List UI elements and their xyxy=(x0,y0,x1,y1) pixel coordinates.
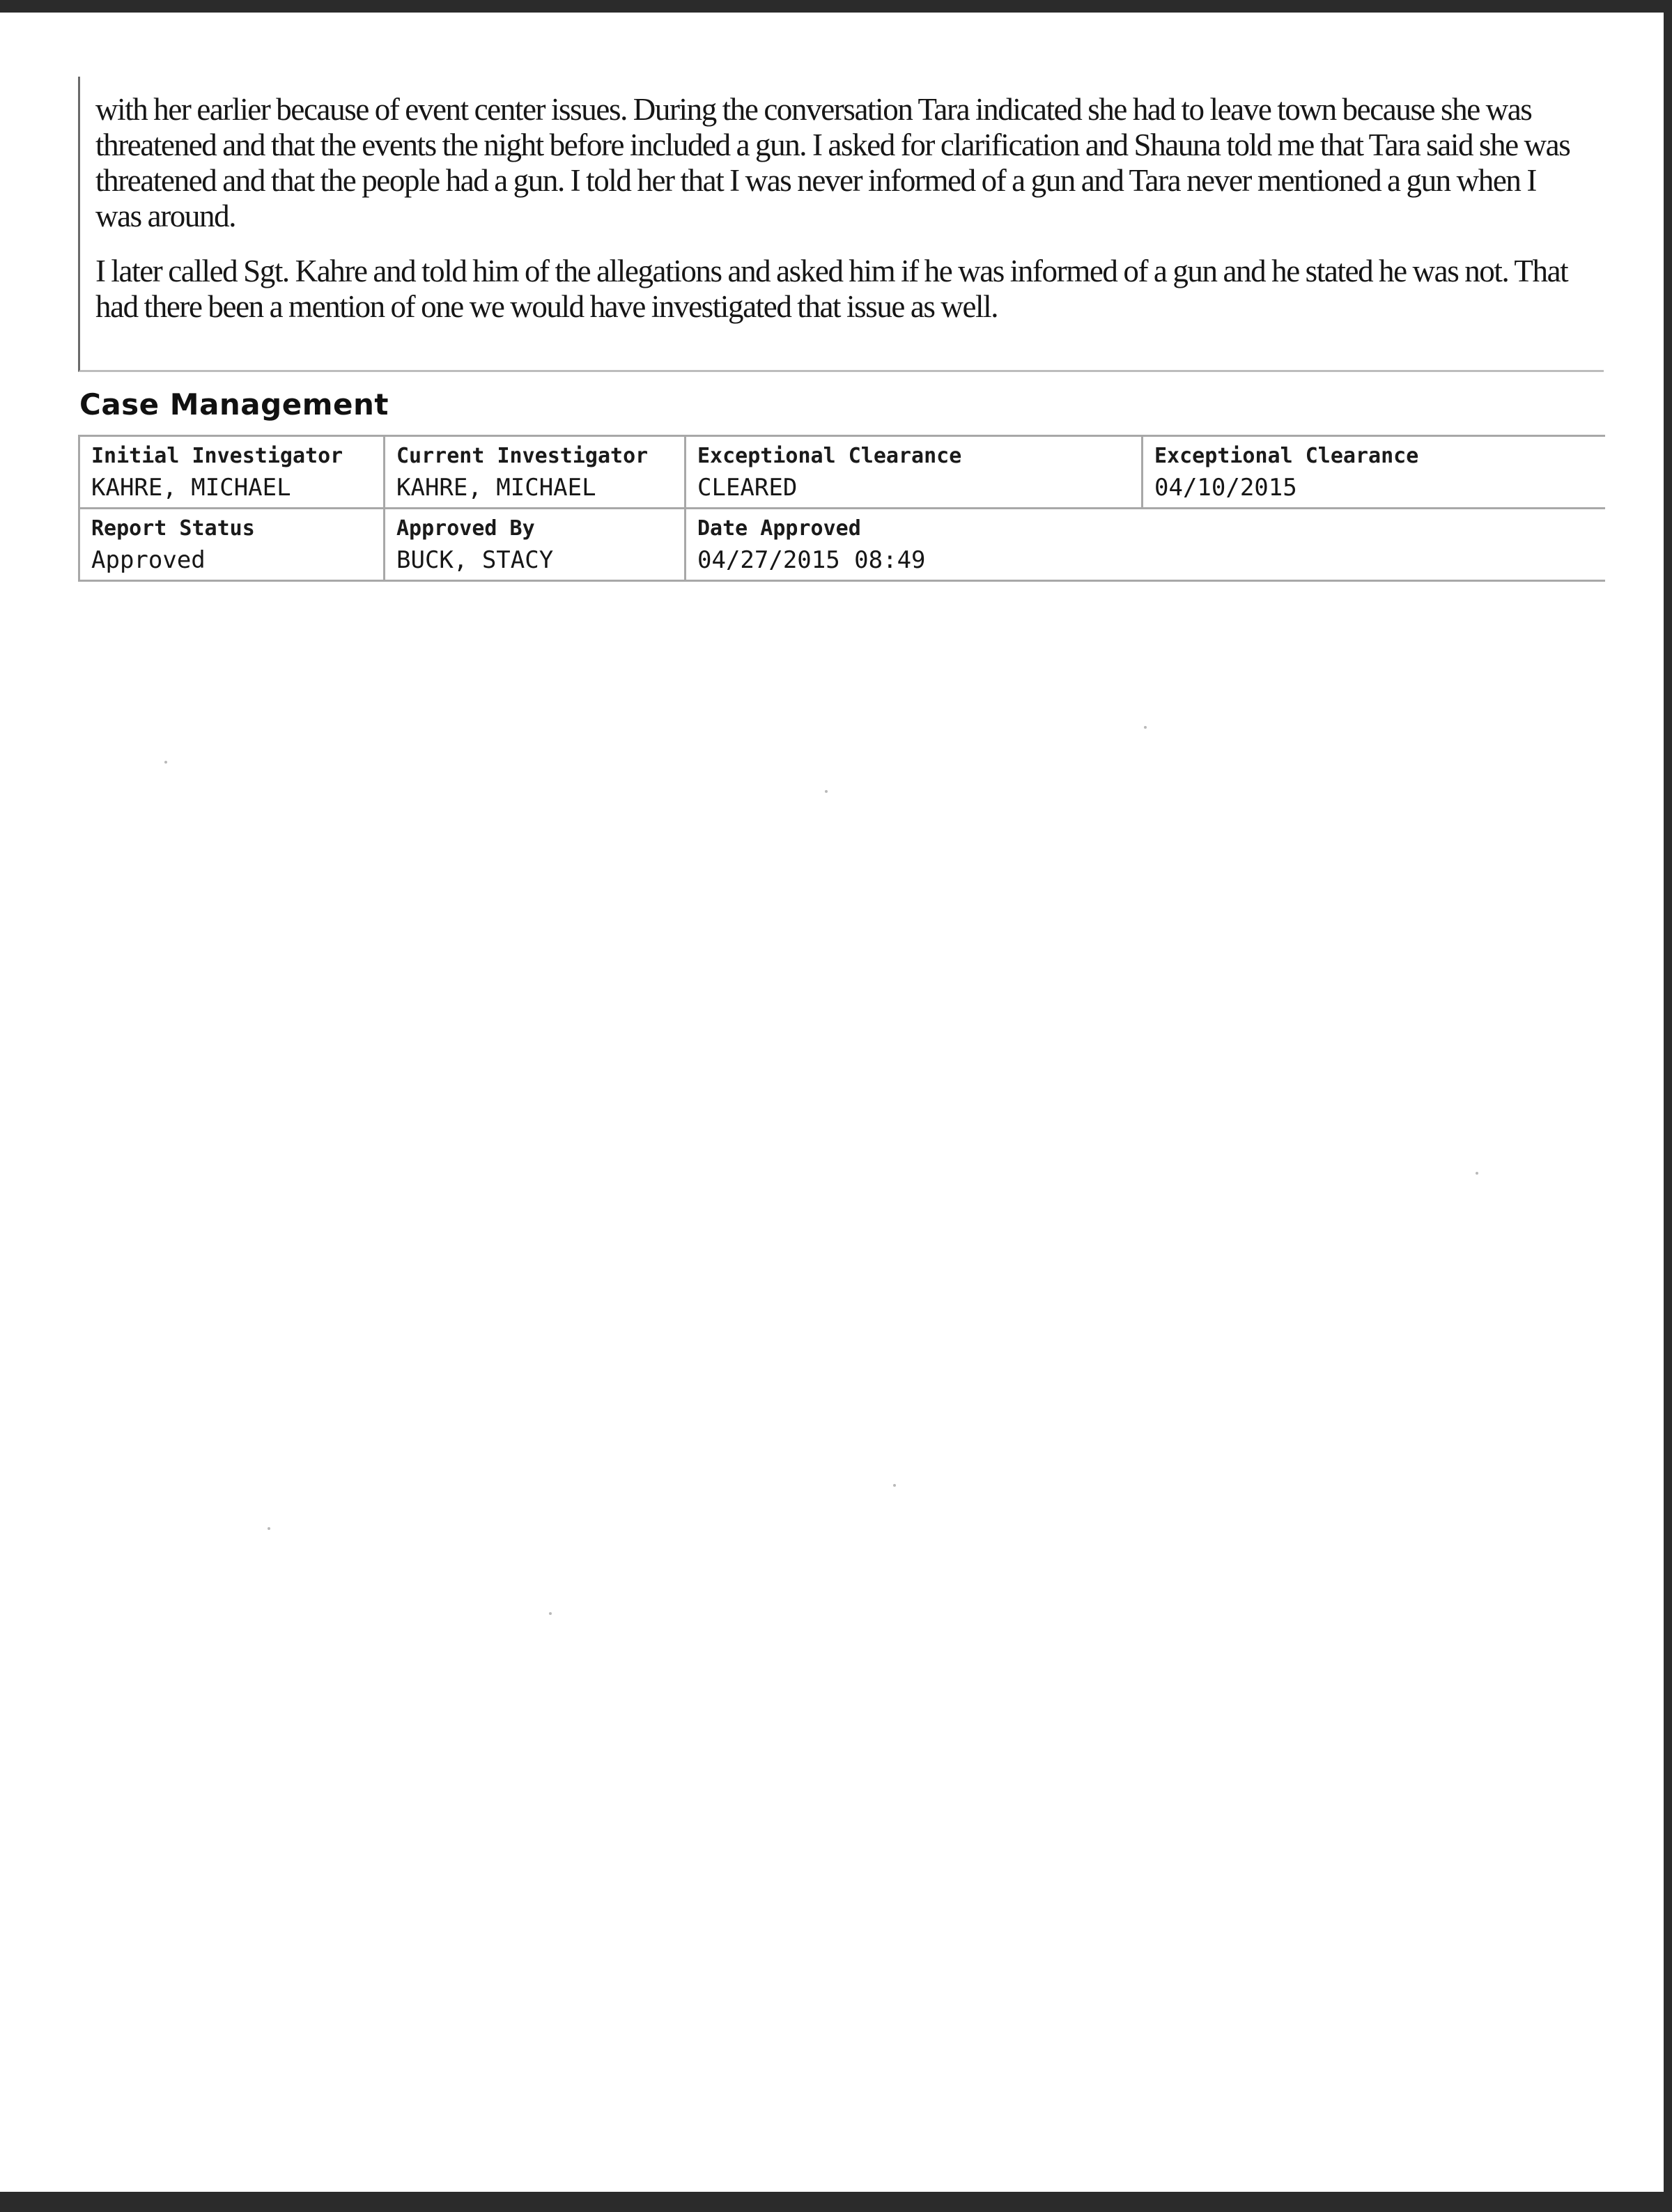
initial-investigator-cell xyxy=(79,436,385,509)
scan-speck xyxy=(893,1484,896,1487)
field-label: Current Investigator xyxy=(396,444,649,468)
field-value: 04/27/2015 08:49 xyxy=(697,546,926,574)
field-value: Approved xyxy=(91,546,206,574)
case-management-title: Case Management xyxy=(79,387,389,421)
field-label: Date Approved xyxy=(697,516,861,541)
narrative-paragraph: with her earlier because of event center issues. During the conversation Tara indicated she had to leave town because she was threatened and that the events the night before included a gun. I asked for clarification and Shauna told me that Tara said she was threatened and that the people had a gun. I told her that I was never informed of a gun and Tara never mentioned a gun when I was around. xyxy=(95,92,1570,233)
field-value: CLEARED xyxy=(697,474,798,502)
field-label: Initial Investigator xyxy=(91,444,343,468)
report-status-cell xyxy=(79,509,385,581)
narrative-paragraph: I later called Sgt. Kahre and told him of the allegations and asked him if he was informed of a gun and he stated he was not. That had there been a mention of one we would have investigated that issue as well. xyxy=(95,254,1568,324)
date-approved-cell xyxy=(686,509,1143,581)
scan-speck xyxy=(268,1527,270,1530)
document-page xyxy=(0,13,1672,2192)
table-row xyxy=(79,436,1605,509)
field-value: 04/10/2015 xyxy=(1154,474,1297,502)
field-label: Exceptional Clearance xyxy=(1154,444,1419,468)
exceptional-clearance-date-cell xyxy=(1143,436,1605,509)
scan-speck xyxy=(164,761,167,764)
current-investigator-cell xyxy=(385,436,686,509)
scan-speck xyxy=(825,790,828,793)
empty-cell xyxy=(1143,509,1605,581)
scan-speck xyxy=(549,1612,552,1615)
exceptional-clearance-cell xyxy=(686,436,1143,509)
field-value: KAHRE, MICHAEL xyxy=(396,474,596,502)
approved-by-cell xyxy=(385,509,686,581)
field-value: KAHRE, MICHAEL xyxy=(91,474,291,502)
field-label: Report Status xyxy=(91,516,255,541)
narrative-section xyxy=(78,77,1604,372)
field-value: BUCK, STACY xyxy=(396,546,554,574)
field-label: Approved By xyxy=(396,516,535,541)
table-row xyxy=(79,509,1605,581)
scan-speck xyxy=(1144,726,1147,729)
case-management-table xyxy=(78,435,1605,582)
field-label: Exceptional Clearance xyxy=(697,444,962,468)
scan-speck xyxy=(1476,1172,1478,1175)
